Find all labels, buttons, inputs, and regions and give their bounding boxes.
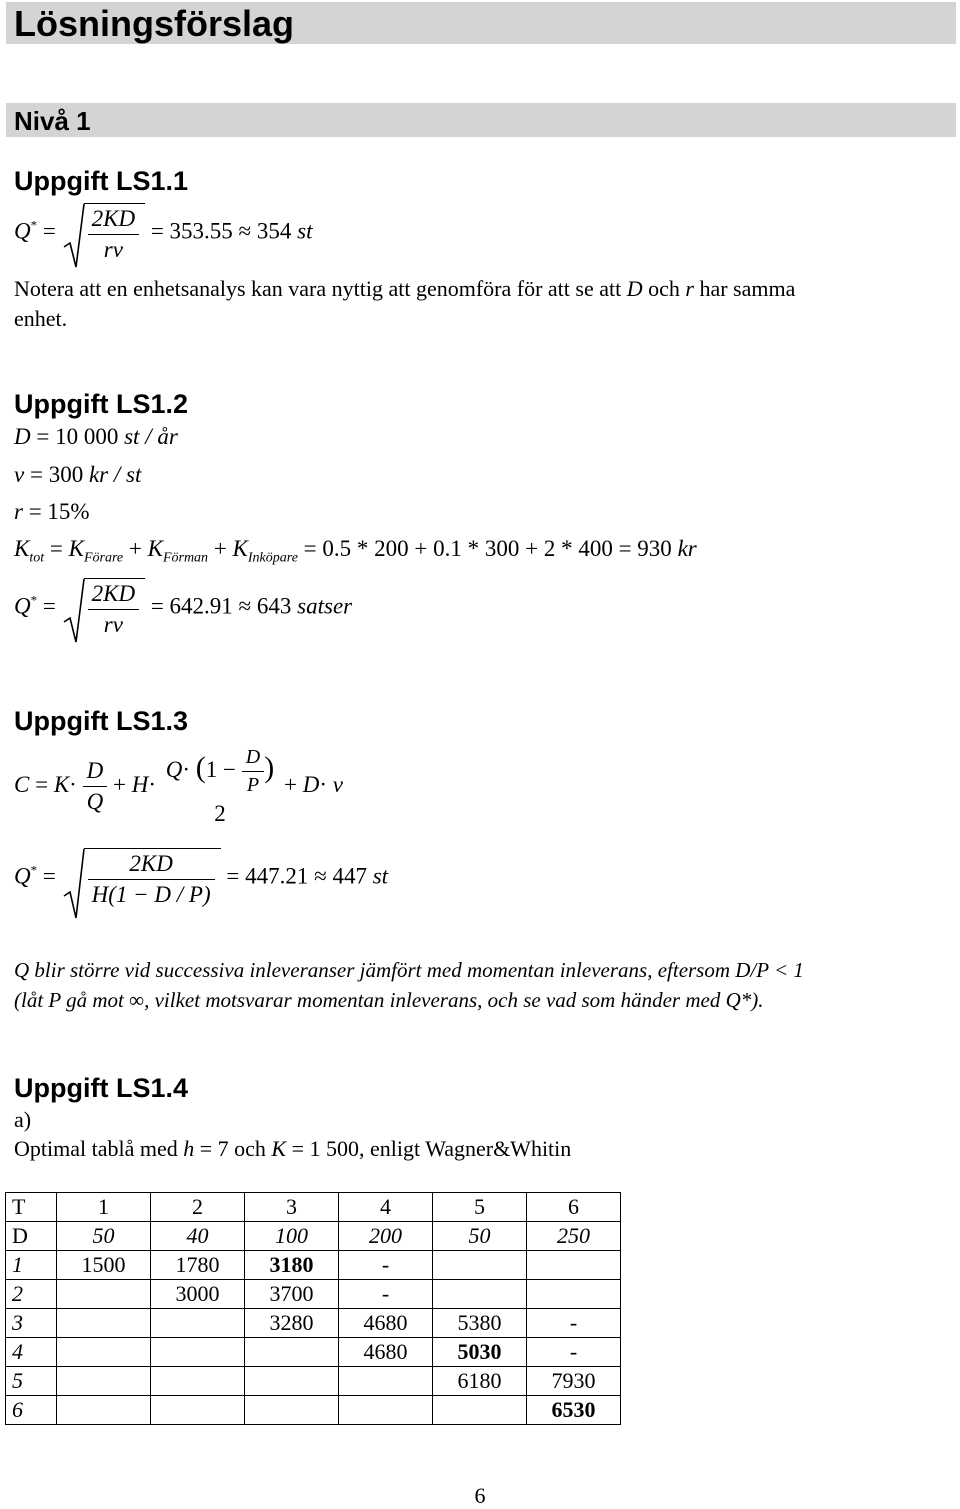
row-label: 5 [6,1367,57,1396]
eoq-formula-ls12: Q* = $\frac{2KD}{rv}$ = 642.91 ≈ 643 satser [14,578,352,638]
table-cell [57,1280,151,1309]
table-cell: 4 [339,1193,433,1222]
table-row [6,1338,621,1367]
table-cell [151,1367,245,1396]
table-cell [245,1338,339,1367]
page-title: Lösningsförslag [6,2,956,44]
table-cell [245,1367,339,1396]
table-cell: 5 [433,1193,527,1222]
table-cell: 1780 [151,1251,245,1280]
table-cell [339,1396,433,1425]
table-cell [151,1396,245,1425]
table-cell: 1 [57,1193,151,1222]
section-heading-ls12: Uppgift LS1.2 [14,389,188,419]
table-cell: 4680 [339,1309,433,1338]
table-cell: - [527,1338,621,1367]
table-description: Optimal tablå med h = 7 och K = 1 500, enligt Wagner&Whitin [14,1136,572,1161]
wagner-whitin-table [5,1192,621,1425]
table-cell: 7930 [527,1367,621,1396]
table-cell: 6 [527,1193,621,1222]
table-row [6,1309,621,1338]
table-cell: 2 [151,1193,245,1222]
table-cell: 6180 [433,1367,527,1396]
level-heading: Nivå 1 [6,103,956,137]
part-label: a) [14,1107,32,1132]
table-row [6,1280,621,1309]
page-number: 6 [474,1483,486,1508]
table-cell: 3280 [245,1309,339,1338]
row-label: 6 [6,1396,57,1425]
table-cell [245,1396,339,1425]
table-cell: 40 [151,1222,245,1251]
row-label: 3 [6,1309,57,1338]
table-cell: 5030 [433,1338,527,1367]
table-cell [433,1251,527,1280]
table-cell: 3180 [245,1251,339,1280]
rate-line: r = 15% [14,499,90,524]
table-cell: 50 [57,1222,151,1251]
table-row [6,1222,621,1251]
table-row [6,1193,621,1222]
table-cell: - [527,1309,621,1338]
table-cell: 3000 [151,1280,245,1309]
table-cell: 250 [527,1222,621,1251]
table-row [6,1367,621,1396]
table-cell [527,1251,621,1280]
section-heading-ls11: Uppgift LS1.1 [14,166,188,196]
table-cell [433,1280,527,1309]
row-label: 4 [6,1338,57,1367]
table-cell: 50 [433,1222,527,1251]
table-cell [57,1338,151,1367]
kost-line: $K_{tot} = K_{Förare} + K_{Förman} + K_{Inköpare} = 0.5 * 200 + 0.1 * 300 + 2 * 400 = 930$ kr [14,536,697,566]
table-cell: 100 [245,1222,339,1251]
row-label: T [6,1193,57,1222]
table-cell: - [339,1251,433,1280]
table-cell: 200 [339,1222,433,1251]
cost-formula-ls13: C = K· $\frac{D}{Q}$ + H· Q· (1 − $\frac{D}{P}$ ) 2 + D· v [14,746,343,826]
table-cell [339,1367,433,1396]
eoq-formula-ls13: Q* = $\frac{2KD}{H(1 - D / P)}$ = 447.21 ≈ 447 st [14,848,388,908]
table-cell [57,1309,151,1338]
table-cell [57,1367,151,1396]
row-label: 1 [6,1251,57,1280]
note-ls11: Notera att en enhetsanalys kan vara nyttig att genomföra för att se att D och r har samma enhet. [14,276,796,331]
table-cell [57,1396,151,1425]
table-cell: - [339,1280,433,1309]
table-cell: 4680 [339,1338,433,1367]
table-cell: 5380 [433,1309,527,1338]
table-cell [151,1338,245,1367]
demand-line: D = 10 000 st / år [14,424,178,449]
sqrt-sign: $\frac{2KD}{rv}$ [62,203,145,263]
table-cell [433,1396,527,1425]
eoq-formula-ls11: Q* = $\frac{2KD}{rv}$ = 353.55 ≈ 354 st [14,203,313,263]
table-cell: 6530 [527,1396,621,1425]
note-ls13: Q blir större vid successiva inleveranser jämfört med momentan inleverans, eftersom D/P < 1 (låt P gå mot ∞, vilket motsvarar momentan inleverans, och se vad som händer med Q*). [14,958,804,1012]
table-cell: 1500 [57,1251,151,1280]
table-cell [151,1309,245,1338]
sqrt-sign: $\frac{2KD}{rv}$ [62,578,145,638]
value-line: v = 300 kr / st [14,462,142,487]
section-heading-ls13: Uppgift LS1.3 [14,706,188,736]
table-cell: 3700 [245,1280,339,1309]
section-heading-ls14: Uppgift LS1.4 [14,1073,188,1103]
table-cell [527,1280,621,1309]
table-row [6,1251,621,1280]
row-label: D [6,1222,57,1251]
row-label: 2 [6,1280,57,1309]
sqrt-sign: $\frac{2KD}{H(1 - D / P)}$ [62,848,221,908]
table-cell: 3 [245,1193,339,1222]
table-row [6,1396,621,1425]
